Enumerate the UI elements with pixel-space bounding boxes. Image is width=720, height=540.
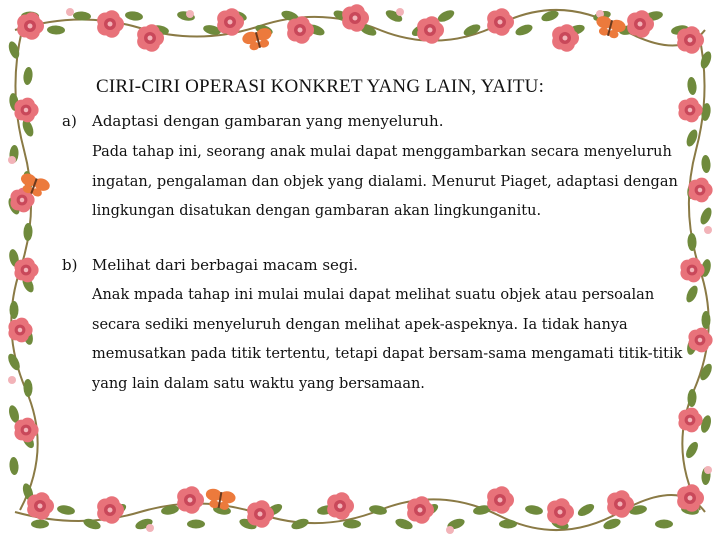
paragraph-line: lingkungan disatukan dengan gambaran akan lingkunganitu. bbox=[92, 203, 542, 219]
list-item-a-paragraph bbox=[92, 138, 678, 227]
list-item-b-paragraph bbox=[92, 281, 683, 399]
paragraph-line: yang lain dalam satu waktu yang bersamaan. bbox=[92, 375, 425, 392]
list-marker: a) bbox=[62, 112, 77, 130]
paragraph-line: ingatan, pengalaman dan objek yang dialami. Menurut Piaget, adaptasi dengan bbox=[92, 173, 678, 190]
item-heading: Adaptasi dengan gambaran yang menyeluruh. bbox=[92, 112, 444, 130]
list-item-b-heading bbox=[62, 256, 358, 274]
page-title: CIRI-CIRI OPERASI KONKRET YANG LAIN, YAITU: bbox=[96, 76, 545, 97]
paragraph-line: secara sediki menyeluruh dengan melihat apek-aspeknya. Ia tidak hanya bbox=[92, 316, 628, 333]
paragraph-line: Anak mpada tahap ini mulai mulai dapat melihat suatu objek atau persoalan bbox=[92, 287, 655, 303]
paragraph-line: memusatkan pada titik tertentu, tetapi dapat bersam-sama mengamati titik-titik bbox=[92, 346, 683, 362]
paragraph-line: Pada tahap ini, seorang anak mulai dapat menggambarkan secara menyeluruh bbox=[92, 144, 672, 160]
list-marker: b) bbox=[62, 256, 78, 274]
item-heading: Melihat dari berbagai macam segi. bbox=[92, 256, 359, 274]
list-item-a-heading bbox=[62, 112, 443, 130]
